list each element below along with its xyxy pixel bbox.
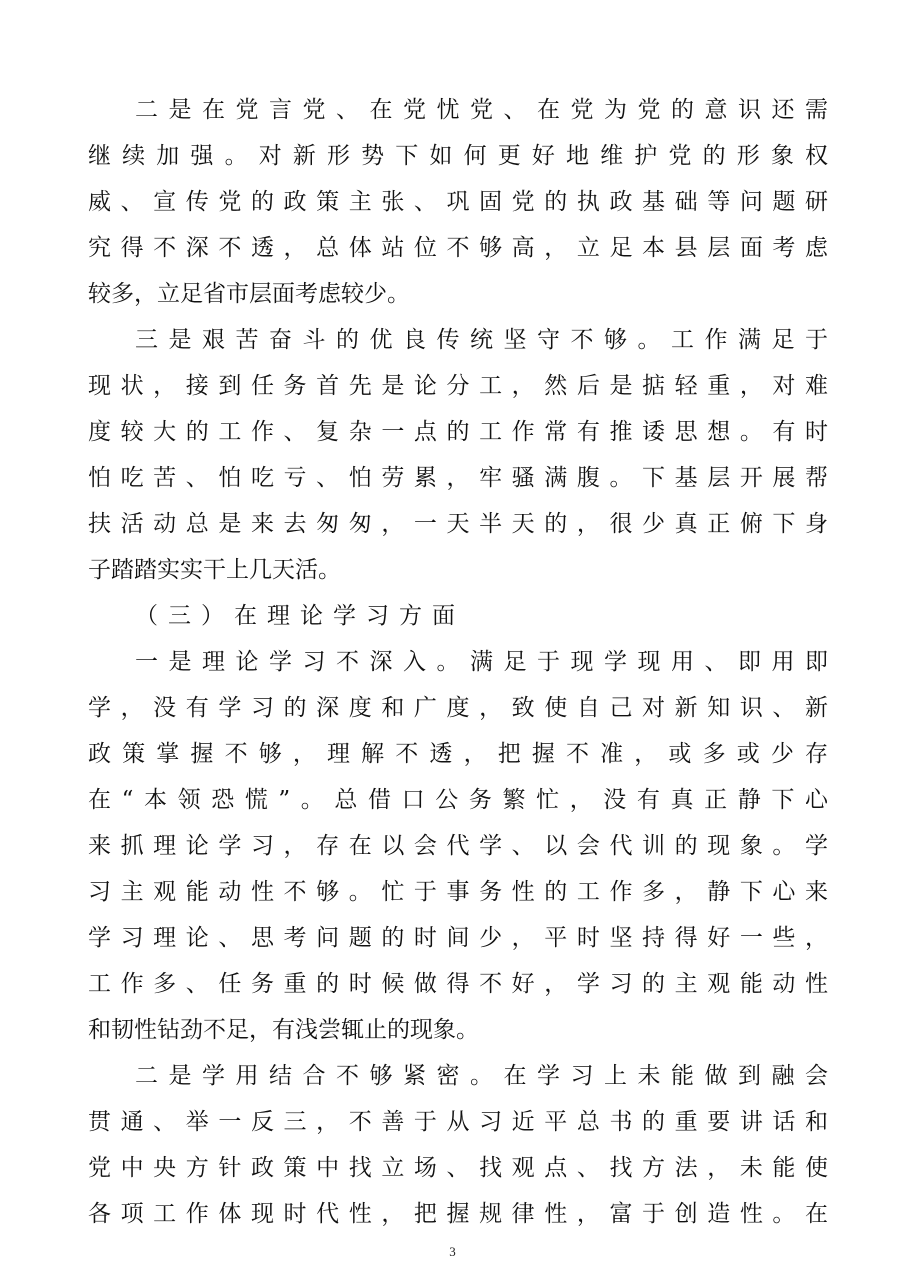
paragraph-line: 习主观能动性不够。忙于事务性的工作多，静下心来 bbox=[88, 879, 828, 905]
page-number: 3 bbox=[449, 1244, 456, 1259]
paragraph-line: 工作多、任务重的时候做得不好，学习的主观能动性 bbox=[88, 971, 828, 997]
paragraph-line: 党中央方针政策中找立场、找观点、找方法，未能使 bbox=[88, 1155, 828, 1181]
paragraph-line: 怕吃苦、怕吃亏、怕劳累，牢骚满腹。下基层开展帮 bbox=[88, 465, 828, 491]
paragraph-line: 二是在党言党、在党忧党、在党为党的意识还需 bbox=[135, 97, 828, 123]
paragraph-line: 扶活动总是来去匆匆，一天半天的，很少真正俯下身 bbox=[88, 511, 828, 537]
paragraph-line: 三是艰苦奋斗的优良传统坚守不够。工作满足于 bbox=[135, 327, 828, 353]
paragraph-line: 二是学用结合不够紧密。在学习上未能做到融会 bbox=[135, 1063, 828, 1089]
paragraph-line: 和韧性钻劲不足，有浅尝辄止的现象。 bbox=[88, 1017, 479, 1043]
paragraph-line: 政策掌握不够，理解不透，把握不准，或多或少存 bbox=[88, 741, 828, 767]
paragraph-line: 来抓理论学习，存在以会代学、以会代训的现象。学 bbox=[88, 833, 828, 859]
paragraph-line: 学，没有学习的深度和广度，致使自己对新知识、新 bbox=[88, 695, 828, 721]
paragraph-line: 现状，接到任务首先是论分工，然后是掂轻重，对难 bbox=[88, 373, 828, 399]
paragraph-line: 子踏踏实实干上几天活。 bbox=[88, 557, 341, 583]
paragraph-line: 各项工作体现时代性，把握规律性，富于创造性。在 bbox=[88, 1201, 828, 1227]
paragraph-line: 学习理论、思考问题的时间少，平时坚持得好一些， bbox=[88, 925, 828, 951]
paragraph-line: 继续加强。对新形势下如何更好地维护党的形象权 bbox=[88, 143, 828, 169]
paragraph-line: 一是理论学习不深入。满足于现学现用、即用即 bbox=[135, 649, 828, 675]
paragraph-line: 在“本领恐慌”。总借口公务繁忙，没有真正静下心 bbox=[88, 787, 828, 813]
paragraph-line: 较多，立足省市层面考虑较少。 bbox=[88, 281, 410, 307]
paragraph-line: 贯通、举一反三，不善于从习近平总书的重要讲话和 bbox=[88, 1109, 828, 1135]
section-heading: （三）在理论学习方面 bbox=[135, 603, 455, 629]
paragraph-line: 度较大的工作、复杂一点的工作常有推诿思想。有时 bbox=[88, 419, 828, 445]
paragraph-line: 究得不深不透，总体站位不够高，立足本县层面考虑 bbox=[88, 235, 828, 261]
paragraph-line: 威、宣传党的政策主张、巩固党的执政基础等问题研 bbox=[88, 189, 828, 215]
